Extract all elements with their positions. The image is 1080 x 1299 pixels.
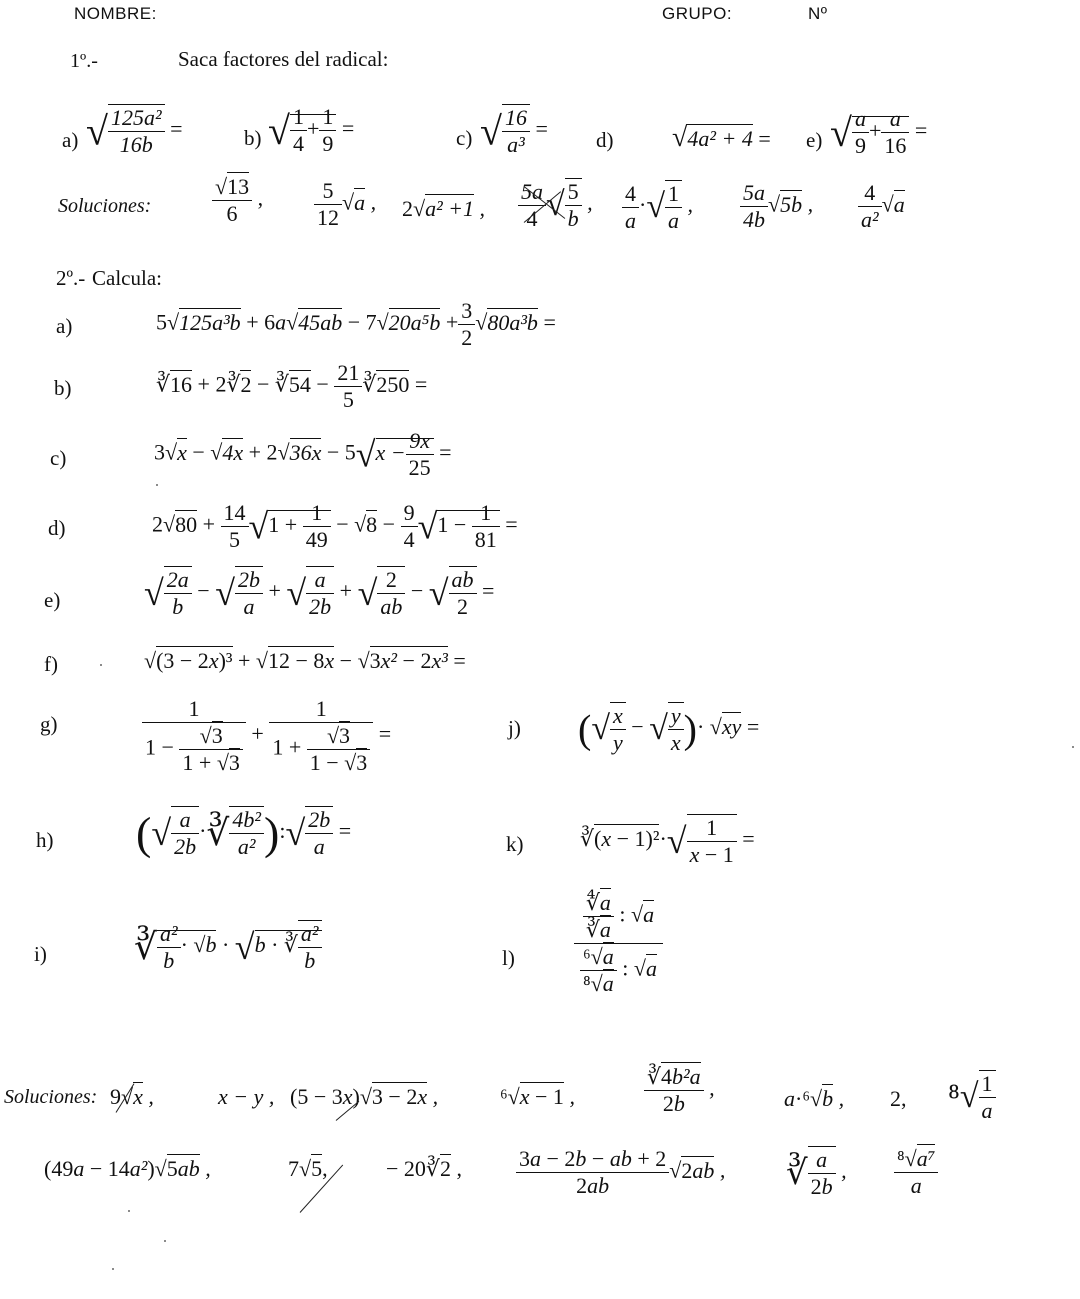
s1-label-b: b) bbox=[244, 126, 262, 150]
s2-expr-l: $\frac{∜a}{∛a}$ : √a $\frac{\text{⁶√a}}{\text{⁸√a}}$ : √a bbox=[574, 890, 663, 997]
section1-title: Saca factores del radical: bbox=[178, 47, 389, 71]
s2-label-i: i) bbox=[34, 942, 47, 966]
s1-expr-b: √ $\frac{1}{4}$ + $\frac{1}{9}$ = bbox=[268, 104, 355, 156]
grupo-label: GRUPO: bbox=[662, 4, 733, 23]
s2-sol-r2-1: (49a − 14a²)√5ab , bbox=[44, 1156, 211, 1181]
s2-label-a: a) bbox=[56, 314, 73, 338]
s2-label-d: d) bbox=[48, 516, 66, 540]
s1-expr-a: √ $\frac{\text{125a²}}{16b}$ = bbox=[86, 105, 183, 157]
s2-expr-e: √ $\frac{2a}{b}$ − √ $\frac{2b}{a}$ + √ $\frac{a}{2b}$ + √ $\frac{2}{ab}$ − √ $\frac{ab}{2}$ = bbox=[144, 567, 495, 619]
nombre-label: NOMBRE: bbox=[74, 4, 157, 23]
speck bbox=[1072, 746, 1074, 748]
s2-label-c: c) bbox=[50, 446, 67, 470]
s1-sol-5: $\frac{4}{a}$ ·√ $\frac{1}{a}$ , bbox=[622, 180, 693, 234]
numero-label: Nº bbox=[808, 4, 828, 23]
s2-label-k: k) bbox=[506, 832, 524, 856]
s2-label-h: h) bbox=[36, 828, 54, 852]
s2-sol-r1-4: ⁶√x − 1 , bbox=[500, 1084, 575, 1109]
section2-number: 2º.- bbox=[56, 266, 86, 290]
speck bbox=[164, 1240, 166, 1242]
s1-solutions-label: Soluciones: bbox=[58, 195, 152, 217]
s1-sol-3: 2√a² +1 , bbox=[402, 196, 486, 221]
s2-sol-r1-2: x − y , bbox=[218, 1084, 275, 1109]
s1-label-a: a) bbox=[62, 128, 79, 152]
s2-expr-j: (√ $\frac{x}{y}$ − √ $\frac{y}{x}$ )· √xy = bbox=[578, 703, 760, 755]
speck bbox=[156, 484, 158, 486]
s2-expr-g: 1 1 − $\frac{√3}{1 + √3}$ + 1 1 + $\frac{√3}{1 - √3}$ = bbox=[142, 696, 391, 776]
s2-label-j: j) bbox=[508, 716, 521, 740]
s2-sol-r2-5: ∛ $\frac{a}{2b}$ , bbox=[786, 1147, 847, 1199]
speck bbox=[100, 664, 102, 666]
section2-title: Calcula: bbox=[92, 266, 162, 290]
s2-expr-i: ∛ $\frac{\text{a²}}{b}$ · √b · √b · ∛ $\frac{\text{a²}}{b}$ bbox=[134, 920, 322, 974]
s2-sol-r1-3: (5 − 3x)√3 − 2x , bbox=[290, 1084, 439, 1109]
s2-sol-r1-7: 2, bbox=[890, 1086, 907, 1111]
s2-label-l: l) bbox=[502, 946, 515, 970]
s2-label-g: g) bbox=[40, 712, 58, 736]
s2-expr-b: ∛16 + 2∛2 − ∛54 − $\frac{21}{5}$ ∛250 = bbox=[156, 360, 428, 412]
s2-label-b: b) bbox=[54, 376, 72, 400]
s1-label-d: d) bbox=[596, 128, 614, 152]
s2-expr-a: 5√125a³b + 6a√45ab − 7√20a⁵b + $\frac{3}{2}$ √80a³b = bbox=[156, 298, 556, 350]
s2-sol-r2-4: $\frac{3a - 2b - ab + 2}{2ab}$ √2ab , bbox=[516, 1146, 725, 1199]
s2-sol-r2-6: $\frac{\text{⁸√a⁷}}{a}$ bbox=[894, 1146, 938, 1199]
s1-expr-e: √ $\frac{a}{9}$ + $\frac{a}{16}$ = bbox=[830, 106, 928, 158]
s1-sol-7: $\frac{4}{\text{a²}}$ √a bbox=[858, 180, 905, 233]
s2-expr-f: √(3 − 2x)³ + √12 − 8x − √3x² − 2x³ = bbox=[144, 648, 466, 673]
s2-sol-r2-2: 7√5, bbox=[288, 1156, 328, 1181]
speck bbox=[128, 1210, 130, 1212]
s1-sol-2: $\frac{5}{12}$ √a , bbox=[314, 178, 376, 231]
speck bbox=[112, 1268, 114, 1270]
s1-sol-4: $\frac{5a}{4}$ √ $\frac{5}{b}$ , bbox=[518, 178, 593, 232]
s1-expr-d: √4a² + 4 = bbox=[672, 122, 771, 153]
s1-label-c: c) bbox=[456, 126, 473, 150]
s2-sol-r1-5: $\frac{\text{∛4b²a}}{2b}$ , bbox=[644, 1064, 715, 1117]
s1-sol-1: $\frac{√13}{6}$ , bbox=[212, 174, 263, 227]
s2-sol-r1-8: ⁸√ $\frac{1}{a}$ bbox=[948, 1070, 996, 1124]
s1-sol-6: $\frac{5a}{4b}$ √5b , bbox=[740, 180, 813, 233]
s2-label-e: e) bbox=[44, 588, 61, 612]
s1-expr-c: √ $\frac{16}{\text{a³}}$ = bbox=[480, 105, 548, 157]
s2-sol-r2-3: − 20∛2 , bbox=[386, 1156, 462, 1181]
s2-expr-d: 2√80 + $\frac{14}{5}$ √1 + $\frac{1}{49}$ − √8 − $\frac{9}{4}$ √1 − $\frac{1}{81}$ = bbox=[152, 500, 518, 552]
s2-solutions-label: Soluciones: bbox=[4, 1086, 98, 1108]
s2-label-f: f) bbox=[44, 652, 58, 676]
s2-expr-k: ∛(x − 1)²·√ $\frac{1}{x - 1}$ = bbox=[580, 815, 755, 867]
s1-label-e: e) bbox=[806, 128, 823, 152]
s2-sol-r1-6: a·⁶√b , bbox=[784, 1086, 845, 1111]
s2-expr-c: 3√x − √4x + 2√36x − 5√x − $\frac{9x}{25}$ = bbox=[154, 428, 452, 480]
section1-number: 1º.- bbox=[70, 50, 98, 72]
s2-sol-r1-1: 9√x , bbox=[110, 1084, 154, 1109]
s2-expr-h: (√ $\frac{a}{2b}$ ·∛ $\frac{\text{4b²}}{\text{a²}}$ ):√ $\frac{2b}{a}$ = bbox=[136, 807, 352, 859]
